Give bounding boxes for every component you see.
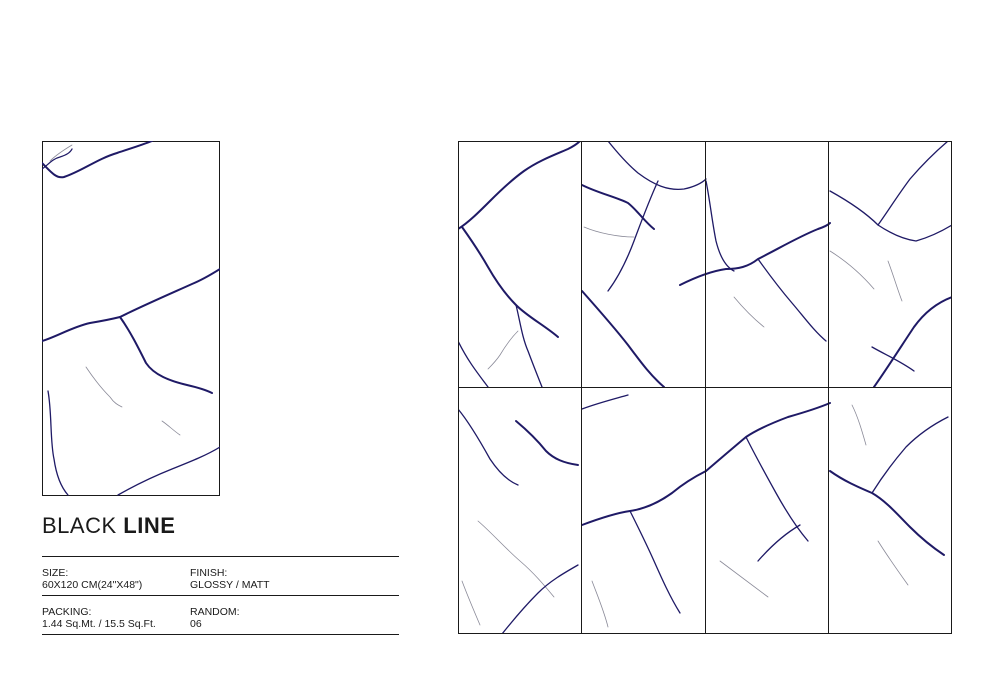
random-label: RANDOM:: [190, 606, 240, 618]
spec-table: [42, 556, 399, 635]
tile-layout-grid: [458, 141, 952, 634]
packing-value: 1.44 Sq.Mt. / 15.5 Sq.Ft.: [42, 618, 156, 630]
spec-row-size-finish: [42, 556, 399, 595]
product-title-light: BLACK: [42, 513, 117, 538]
spec-packing: [42, 606, 156, 630]
single-tile-preview: [42, 141, 220, 496]
product-title: [42, 515, 175, 537]
size-label: SIZE:: [42, 567, 69, 579]
product-title-bold: LINE: [123, 513, 176, 538]
tile-layout-image: [458, 141, 952, 634]
spec-row-packing-random: [42, 595, 399, 635]
packing-label: PACKING:: [42, 606, 92, 618]
finish-value: GLOSSY / MATT: [190, 579, 270, 591]
spec-random: [190, 606, 240, 630]
finish-label: FINISH:: [190, 567, 228, 579]
size-value: 60X120 CM(24"X48"): [42, 579, 143, 591]
marble-tile-image: [42, 141, 220, 496]
spec-finish: [190, 567, 270, 591]
spec-size: [42, 567, 142, 591]
random-value: 06: [190, 618, 202, 630]
